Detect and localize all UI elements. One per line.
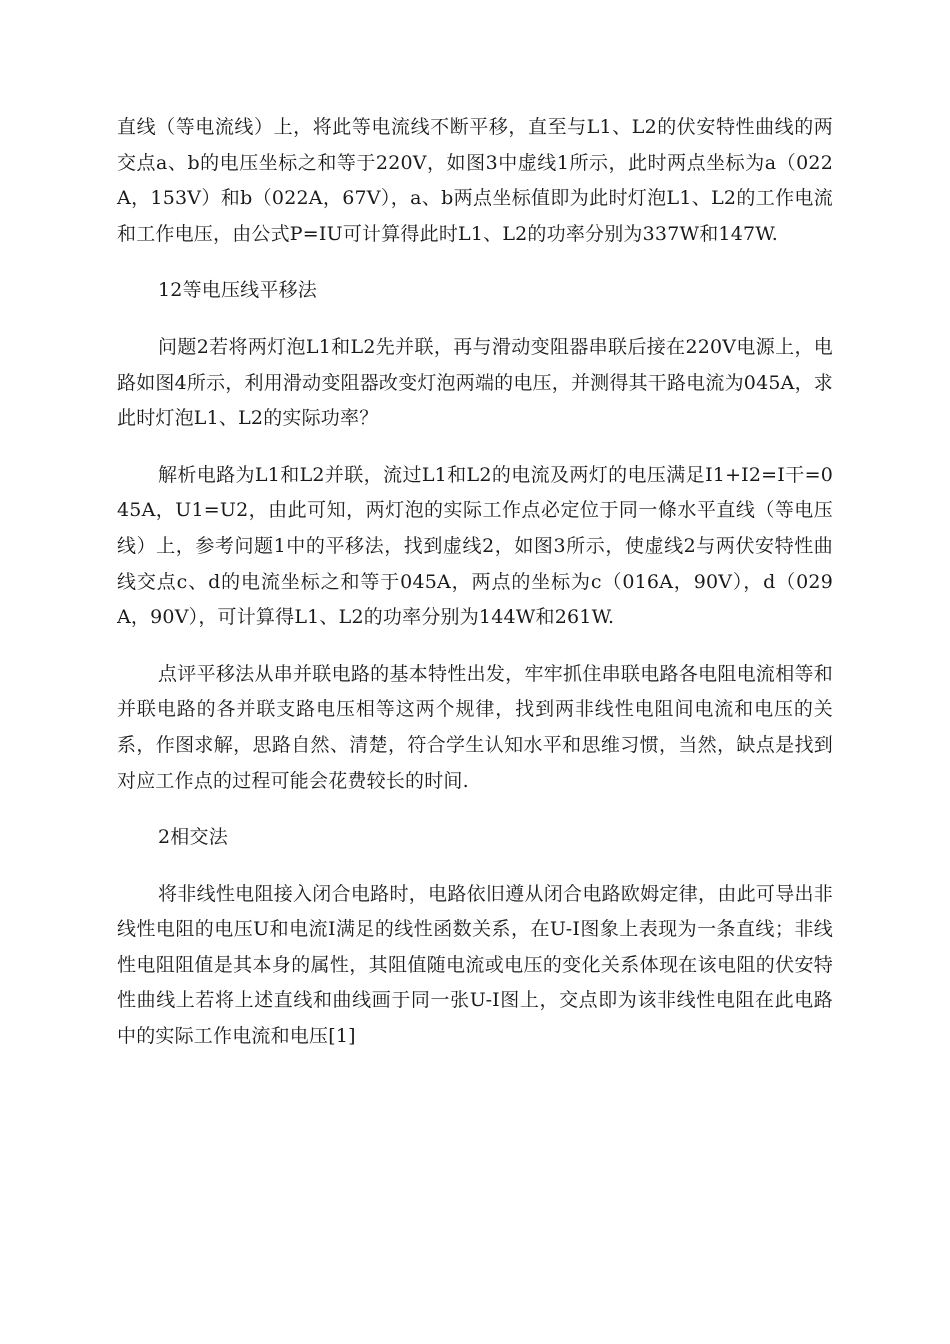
section-heading-equal-voltage-shift: 12等电压线平移法 xyxy=(158,279,317,302)
paragraph-equal-current-conclusion: 直线（等电流线）上，将此等电流线不断平移，直至与L1、L2的伏安特性曲线的两交点a、b的电压坐标之和等于220V，如图3中虚线1所示，此时两点坐标为a（022A，153V）和b（022A，67V），a、b两点坐标值即为此时灯泡L1、L2的工作电流和工作电压，由公式P=IU可计算得此时L1、L2的功率分别为337W和147W. xyxy=(117,116,833,245)
document-body xyxy=(117,110,833,1076)
paragraph-comment: 点评平移法从串并联电路的基本特性出发，牢牢抓住串联电路各电阻电流相等和并联电路的各并联支路电压相等这两个规律，找到两非线性电阻间电流和电压的关系，作图求解，思路自然、清楚，符合学生认知水平和思维习惯，当然，缺点是找到对应工作点的过程可能会花费较长的时间. xyxy=(117,662,833,792)
paragraph-intersection-method: 将非线性电阻接入闭合电路时，电路依旧遵从闭合电路欧姆定律，由此可导出非线性电阻的电压U和电流I满足的线性函数关系，在U-I图象上表现为一条直线；非线性电阻阻值是其本身的属性，其阻值随电流或电压的变化关系体现在该电阻的伏安特性曲线上若将上述直线和曲线画于同一张U-I图上，交点即为该非线性电阻在此电路中的实际工作电流和电压[1] xyxy=(117,882,833,1048)
paragraph-problem-2: 问题2若将两灯泡L1和L2先并联，再与滑动变阻器串联后接在220V电源上，电路如图4所示，利用滑动变阻器改变灯泡两端的电压，并测得其干路电流为045A，求此时灯泡L1、L2的实际功率？ xyxy=(117,335,833,430)
paragraph-analysis: 解析电路为L1和L2并联，流过L1和L2的电流及两灯的电压满足I1+I2=I干=045A，U1=U2，由此可知，两灯泡的实际工作点必定位于同一條水平直线（等电压线）上，参考问题1中的平移法，找到虚线2，如图3所示，使虚线2与两伏安特性曲线交点c、d的电流坐标之和等于045A，两点的坐标为c（016A，90V），d（029A，90V），可计算得L1、L2的功率分别为144W和261W. xyxy=(117,463,833,629)
section-heading-intersection-method: 2相交法 xyxy=(158,826,228,849)
